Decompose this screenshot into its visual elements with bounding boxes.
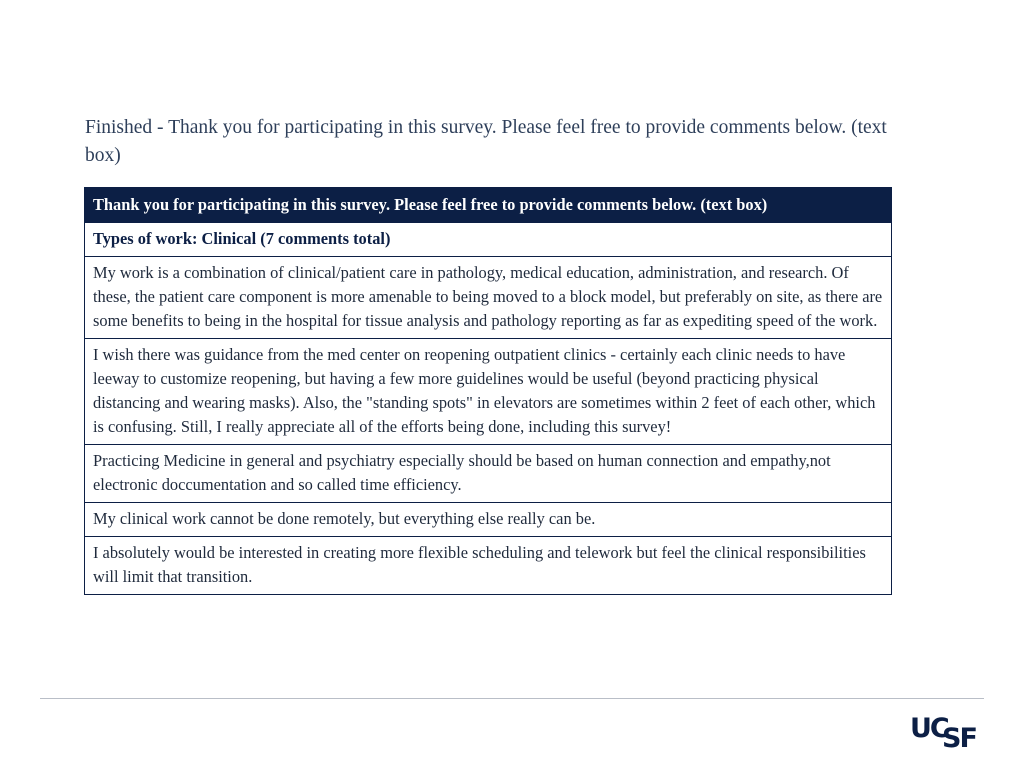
comment-cell: I wish there was guidance from the med center on reopening outpatient clinics - certainly each clinic needs to have leeway to customize reopening, but having a few more guidelines would be useful (beyond practicing physical distancing and wearing masks). Also, the "standing spots" in elevators are sometimes within 2 feet of each other, which is confusing. Still, I really appreciate all of the efforts being done, including this survey! xyxy=(85,339,892,445)
table-header-cell: Thank you for participating in this survey. Please feel free to provide comments below. (text box) xyxy=(85,188,892,223)
comment-cell: I absolutely would be interested in creating more flexible scheduling and telework but feel the clinical responsibilities will limit that transition. xyxy=(85,537,892,595)
table-row xyxy=(85,339,892,445)
table-row xyxy=(85,503,892,537)
comments-table xyxy=(84,187,892,595)
comment-cell: My work is a combination of clinical/patient care in pathology, medical education, administration, and research. Of these, the patient care component is more amenable to being moved to a block model, but preferably on site, as there are some benefits to being in the hospital for tissue analysis and pathology reporting as far as expediting speed of the work. xyxy=(85,257,892,339)
comment-cell: My clinical work cannot be done remotely, but everything else really can be. xyxy=(85,503,892,537)
comment-cell: Practicing Medicine in general and psychiatry especially should be based on human connection and empathy,not electronic doccumentation and so called time efficiency. xyxy=(85,445,892,503)
table-category-row xyxy=(85,223,892,257)
table-row xyxy=(85,537,892,595)
category-cell: Types of work: Clinical (7 comments total) xyxy=(85,223,892,257)
table-header-row xyxy=(85,188,892,223)
slide-title: Finished - Thank you for participating in this survey. Please feel free to provide comments below. (text box) xyxy=(85,117,887,166)
logo-sf-text: SF xyxy=(942,723,976,754)
table-row xyxy=(85,445,892,503)
ucsf-logo xyxy=(910,714,990,754)
table-row xyxy=(85,257,892,339)
footer-divider xyxy=(40,698,984,699)
logo-uc-text: UC xyxy=(910,713,948,744)
